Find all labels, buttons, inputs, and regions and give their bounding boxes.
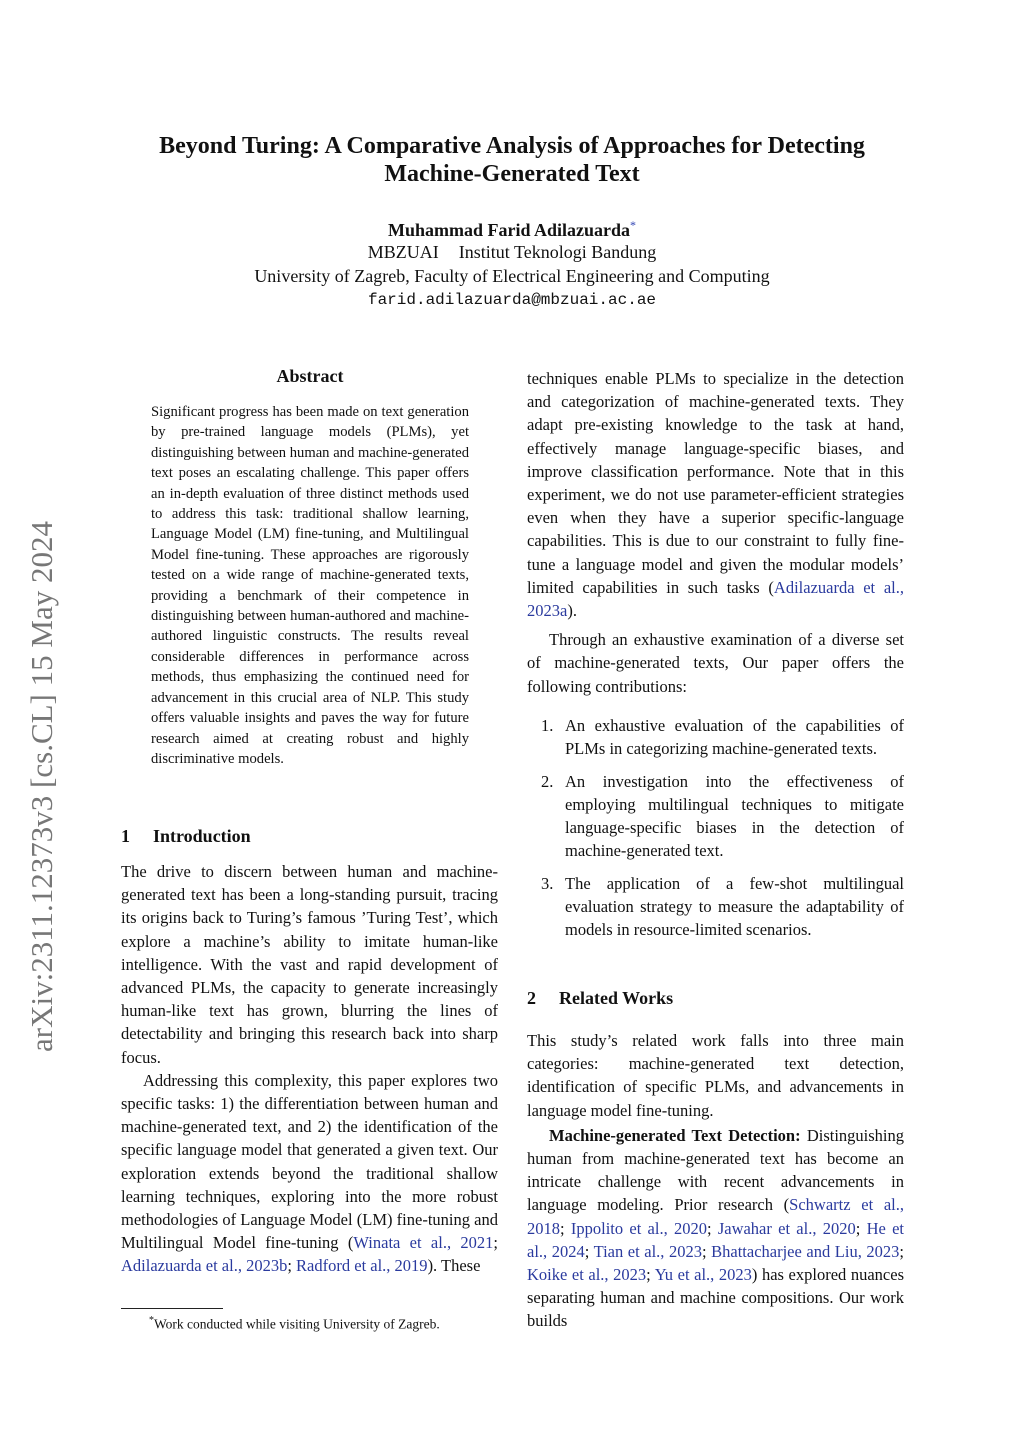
list-text: The application of a few-shot multilingual evaluation strategy to measure the adaptability of models in resource-limited scenarios.	[565, 873, 904, 940]
citation-link[interactable]: He et al., 2024	[527, 1218, 905, 1261]
citation-link[interactable]: Bhattacharjee and Liu, 2023	[711, 1241, 900, 1261]
citation-link[interactable]: Yu et al., 2023	[654, 1265, 752, 1285]
footnote-rule	[121, 1308, 223, 1309]
author-name	[100, 218, 924, 241]
left-column-body	[121, 860, 498, 1278]
citation-separator: ;	[493, 1233, 498, 1253]
abstract-text: Significant progress has been made on text generation by pre-trained language models (PLMs), yet distinguishing between human and machine-generated text poses an escalating challenge. This paper offers an in-depth evaluation of three distinct methods used to address this task: traditional shallow learning, Language Model (LM) fine-tuning, and Multilingual Model fine-tuning. These approaches are rigorously tested on a wide range of machine-generated texts, providing a benchmark of their competence in distinguishing between human-authored and machine-authored linguistic constructs. The results reveal considerable differences in performance across methods, thus emphasizing the continued need for advancement in this crucial area of NLP. This study offers valuable insights and paves the way for future research aimed at creating robust and highly discriminative models.	[151, 404, 469, 767]
footnote-text: Work conducted while visiting University of Zagreb.	[154, 1316, 440, 1332]
intro-paragraph-1: The drive to discern between human and machine-generated text has been a long-standing pursuit, tracing its origins back to Turing’s famous ’Turing Test’, which explore a machine’s ability to imitate human-like intelligence. With the vast and rapid development of advanced PLMs, the capacity to generate increasingly human-like text has grown, blurring the lines of detectability and bringing this research back into sharp focus.	[121, 862, 498, 1067]
author-footnote-mark[interactable]: *	[630, 218, 637, 232]
section-heading-introduction	[121, 826, 251, 847]
author-text: Muhammad Farid Adilazuarda	[387, 220, 631, 240]
right-column-bottom	[527, 1029, 904, 1333]
contributions-list	[527, 714, 904, 951]
arxiv-stamp: arXiv:2311.12373v3 [cs.CL] 15 May 2024	[24, 521, 59, 1052]
run-in-heading: Machine-generated Text Detection:	[549, 1125, 801, 1145]
list-text: An investigation into the effectiveness of employing multilingual techniques to mitigate language-specific biases in the detection of machine-generated text.	[565, 771, 904, 861]
paper-title	[100, 132, 924, 188]
list-text: An exhaustive evaluation of the capabilities of PLMs in categorizing machine-generated texts.	[565, 716, 904, 759]
list-number: 3.	[541, 873, 554, 893]
footnote	[121, 1312, 498, 1334]
affiliations-line-1	[100, 242, 924, 263]
citation-link[interactable]: Koike et al., 2023	[527, 1265, 647, 1285]
right-paragraph-1	[527, 367, 904, 622]
citation-link[interactable]: Ippolito et al., 2020	[570, 1218, 707, 1238]
citation-separator: ;	[855, 1218, 867, 1238]
section-heading-related-works	[527, 988, 673, 1009]
affiliation-mbzuai: MBZUAI	[367, 242, 439, 262]
right-p1-end: ).	[567, 601, 577, 621]
section-title: Related Works	[559, 988, 674, 1008]
citation-separator: ;	[899, 1241, 904, 1261]
list-number: 2.	[541, 771, 554, 791]
right-p1-text: techniques enable PLMs to specialize in the detection and categorization of machine-generated texts. They adapt pre-existing knowledge to the task at hand, effectively manage language-specific biases, and improve classification performance. Note that in this experiment, we do not use parameter-efficient strategies even when they have a superior specific-language capabilities. This is due to our constraint to fully fine-tune a language model and given the modular models’ limited capabilities in such tasks (	[527, 369, 904, 597]
related-works-paragraph-2	[527, 1124, 904, 1333]
citation-link[interactable]: Adilazuarda et al., 2023b	[121, 1256, 288, 1276]
related-works-paragraph-1: This study’s related work falls into three main categories: machine-generated text detection, identification of specific PLMs, and advancements in language model fine-tuning.	[527, 1031, 904, 1120]
footnote-mark: *	[149, 1315, 154, 1326]
affiliation-itb: Institut Teknologi Bandung	[458, 242, 657, 262]
right-column-top	[527, 367, 904, 698]
title-line-1: Beyond Turing: A Comparative Analysis of Approaches for Detecting	[159, 133, 865, 159]
list-item	[527, 770, 904, 863]
list-number: 1.	[541, 716, 554, 735]
citation-separator: ;	[560, 1218, 571, 1238]
rw-p2-text: Distinguishing human from machine-generated text has become an intricate challenge with recent advancements in language modeling. Prior research (	[527, 1125, 904, 1215]
citation-link[interactable]: Adilazuarda et al., 2023a	[527, 577, 904, 621]
citation-separator: ;	[287, 1256, 297, 1276]
intro-p2-end: ). These	[427, 1256, 481, 1276]
citation-separator: ;	[706, 1218, 718, 1238]
rw-p2-end: ) has explored nuances separating human and machine compositions. Our work builds	[527, 1265, 905, 1331]
citation-link[interactable]: Tian et al., 2023	[593, 1241, 702, 1261]
section-number: 2	[527, 988, 536, 1008]
section-title: Introduction	[153, 826, 251, 846]
abstract-heading: Abstract	[276, 366, 344, 386]
citation-link[interactable]: Jawahar et al., 2020	[717, 1218, 856, 1238]
list-item	[527, 714, 904, 761]
citation-separator: ;	[584, 1241, 594, 1261]
section-number: 1	[121, 826, 130, 846]
intro-paragraph-2	[121, 1069, 498, 1278]
intro-p2-text: Addressing this complexity, this paper explores two specific tasks: 1) the differentiation between human and machine-generated text, and 2) the identification of the specific language model that generated a given text. Our exploration extends beyond the traditional shallow learning techniques, exploring into the more robust methodologies of Language Model (LM) fine-tuning and Multilingual Model fine-tuning (	[121, 1070, 498, 1253]
affiliation-zagreb: University of Zagreb, Faculty of Electrical Engineering and Computing	[254, 266, 770, 286]
citation-separator: ;	[646, 1265, 655, 1285]
citation-link[interactable]: Schwartz et al., 2018	[527, 1195, 904, 1238]
citation-link[interactable]: Radford et al., 2019	[296, 1256, 428, 1276]
right-paragraph-2: Through an exhaustive examination of a diverse set of machine-generated texts, Our paper offers the following contributions:	[527, 630, 904, 696]
list-item	[527, 872, 904, 942]
citation-link[interactable]: Winata et al., 2021	[353, 1233, 494, 1253]
title-line-2: Machine-Generated Text	[384, 161, 640, 187]
author-email: farid.adilazuarda@mbzuai.ac.ae	[367, 291, 657, 309]
citation-separator: ;	[701, 1241, 712, 1261]
